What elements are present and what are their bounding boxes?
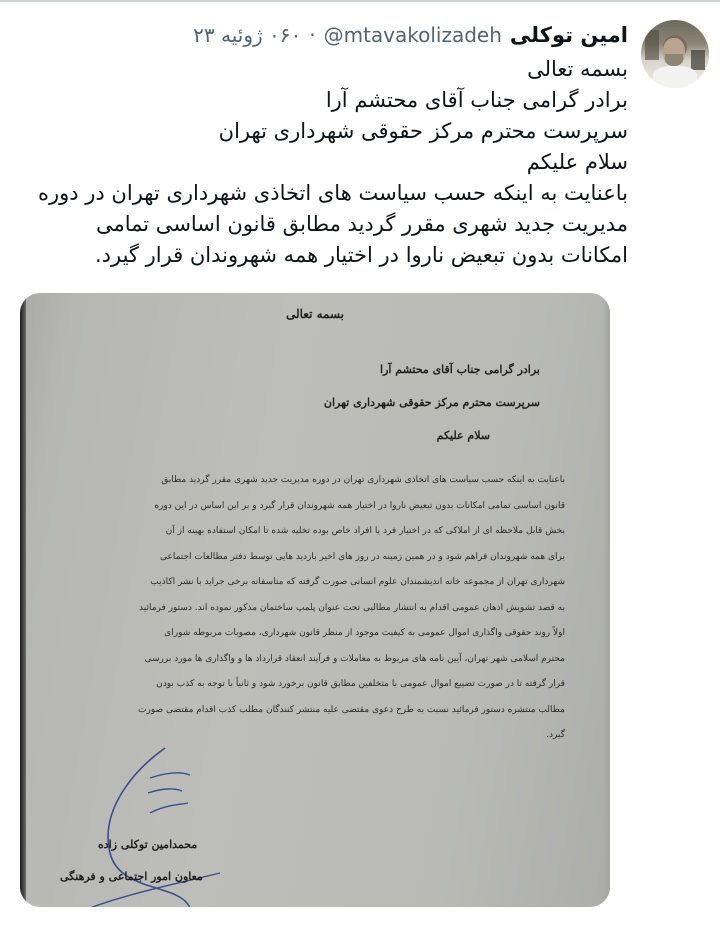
letter-line: مطالب منتشره دستور فرمائید نسبت به طرح دعوی مقتضی علیه منتشر کنندگان مطلب کذب اقدام مقتضی صورت: [138, 704, 565, 715]
avatar-beard: [665, 54, 683, 66]
tweet-text: [18, 54, 628, 271]
letter-document: [20, 293, 610, 907]
letter-title: بسمه تعالی: [285, 307, 345, 321]
tweet-text-line: بسمه تعالی: [527, 57, 628, 81]
tweet-text-line: باعنایت به اینکه حسب سیاست های اتخاذی شهرداری تهران در دوره: [37, 181, 628, 205]
tweet-date[interactable]: ۰۶۰ ژوئیه ۲۳: [193, 23, 302, 47]
letter-greeting: سلام علیکم: [436, 429, 490, 442]
separator-dot: ·: [309, 23, 316, 47]
letter-recipient-line: برادر گرامی جناب آقای محتشم آرا: [380, 363, 540, 376]
avatar-background: [691, 50, 705, 70]
tweet-text-line: برادر گرامی جناب آقای محتشم آرا: [325, 88, 628, 112]
tweet-text-line: سرپرست محترم مرکز حقوقی شهرداری تهران: [218, 119, 628, 143]
avatar-background: [645, 30, 659, 60]
tweet-media-photo[interactable]: [20, 293, 610, 907]
letter-line: شهرداری تهران از مجموعه خانه اندیشمندان علوم انسانی صورت گرفته که متاسفانه برخی جراید با نشر اکاذیب: [150, 577, 565, 587]
avatar[interactable]: [641, 20, 709, 88]
letter-line: به قصد تشویش اذهان عمومی اقدام به انتشار مطالبی تحت عنوان پلمپ ساختمان مذکور نموده اند. دستور فرمائید: [139, 602, 565, 613]
letter-line: قانون اساسی تمامی امکانات بدون تبعیض ناروا در اختیار همه شهروندان قرار گیرد و بر این اساس در این دوره: [154, 500, 565, 511]
tweet-text-line: سلام علیکم: [526, 150, 628, 174]
letter-line: گیرد.: [546, 730, 565, 740]
signer-title: معاون امور اجتماعی و فرهنگی: [60, 870, 203, 883]
letter-recipient-line: سرپرست محترم مرکز حقوقی شهرداری تهران: [323, 396, 540, 409]
tweet-header: [193, 22, 628, 48]
letter-line: قرار گرفته تا در صورت تضییع اموال عمومی با متخلفین مطابق قانون برخورد شود و ثانیاً با توجه به کذب بودن: [156, 679, 565, 689]
signer-name: محمدامین توکلی زاده: [98, 838, 198, 851]
letter-line: اولاً روند حقوقی واگذاری اموال عمومی به کیفیت موجود از منظر قانون شهرداری، مصوبات مربوطه شورای: [164, 628, 565, 638]
letter-paragraph: [65, 468, 565, 749]
letter-line: برای همه شهروندان فراهم شود و در همین زمینه در روز های اخیر بازدید هایی توسط دفتر مطالعات اجتماعی: [159, 551, 565, 562]
tweet-text-line: امکانات بدون تبعیض ناروا در اختیار همه شهروندان قرار گیرد.: [94, 243, 628, 267]
avatar-shirt: [653, 66, 697, 88]
tweet-text-line: مدیریت جدید شهری مقرر گردید مطابق قانون اساسی تمامی: [96, 212, 628, 236]
letter-line: بخش قابل ملاحظه ای از املاکی که در اختیار فرد یا افراد خاص بوده تخلیه شده تا امکان استفاده بهینه از آن: [165, 526, 565, 536]
author-handle[interactable]: @mtavakolizadeh: [323, 23, 502, 47]
letter-line: محترم اسلامی شهر تهران، آیین نامه های مربوط به معاملات و فرآیند انعقاد قرارداد ها و واگذاری ها مورد بررسی: [144, 653, 565, 664]
letter-line: باعنایت به اینکه حسب سیاست های اتخاذی شهرداری تهران در دوره مدیریت جدید شهری مقرر گردید مطابق: [161, 475, 565, 485]
author-name[interactable]: امین توکلی: [509, 23, 628, 47]
